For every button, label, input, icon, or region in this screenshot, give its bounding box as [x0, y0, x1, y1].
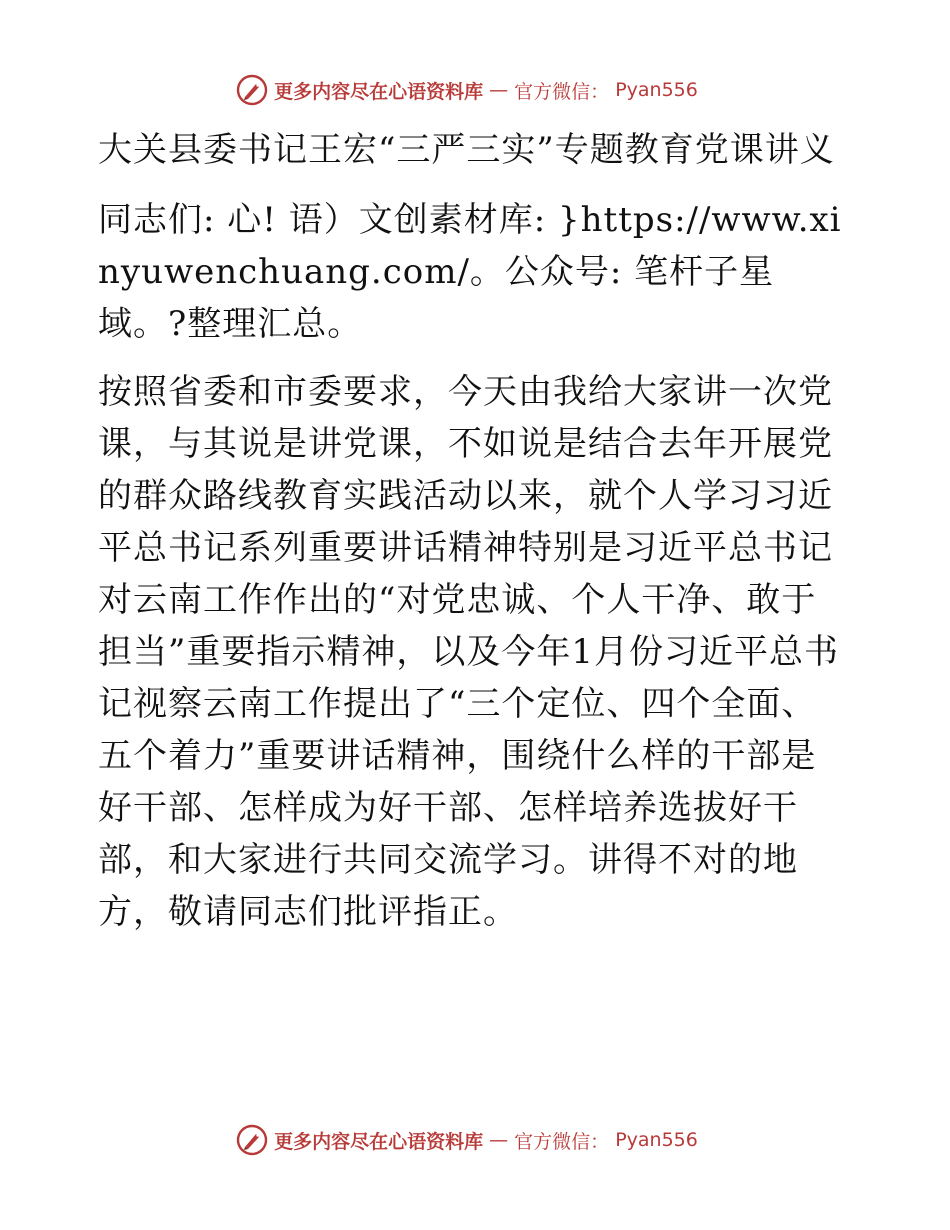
wechat-handle: Pyan556 — [615, 79, 698, 101]
document-title: 大关县委书记王宏“三严三实”专题教育党课讲义 — [98, 130, 835, 170]
promo-dash: — — [489, 79, 509, 101]
pen-circle-icon — [236, 74, 268, 106]
footer-banner — [0, 1120, 950, 1160]
promo-text: 更多内容尽在心语资料库 — [274, 1130, 484, 1153]
paragraph-greeting: 同志们: 心! 语）文创素材库: }https://www.xinyuwenchuang.com/。公众号: 笔杆子星域。?整理汇总。 — [98, 200, 842, 344]
wechat-handle: Pyan556 — [615, 1129, 698, 1151]
contact-label: 官方微信： — [514, 80, 610, 103]
paragraph-body: 按照省委和市委要求，今天由我给大家讲一次党课，与其说是讲党课，不如说是结合去年开展党的群众路线教育实践活动以来，就个人学习习近平总书记系列重要讲话精神特别是习近平总书记对云南工作作出的“对党忠诚、个人干净、敢于担当”重要指示精神，以及今年1月份习近平总书记视察云南工作提出了“三个定位、四个全面、五个着力”重要讲话精神，围绕什么样的干部是好干部、怎样成为好干部、怎样培养选拔好干部，和大家进行共同交流学习。讲得不对的地方，敬请同志们批评指正。 — [98, 372, 840, 932]
pen-circle-icon — [236, 1124, 268, 1156]
promo-dash: — — [489, 1129, 509, 1151]
promo-text: 更多内容尽在心语资料库 — [274, 80, 484, 103]
footer-banner-content — [236, 1124, 698, 1156]
header-banner — [0, 70, 950, 110]
contact-label: 官方微信： — [514, 1130, 610, 1153]
header-banner-content — [236, 74, 698, 106]
document-body — [98, 124, 850, 954]
